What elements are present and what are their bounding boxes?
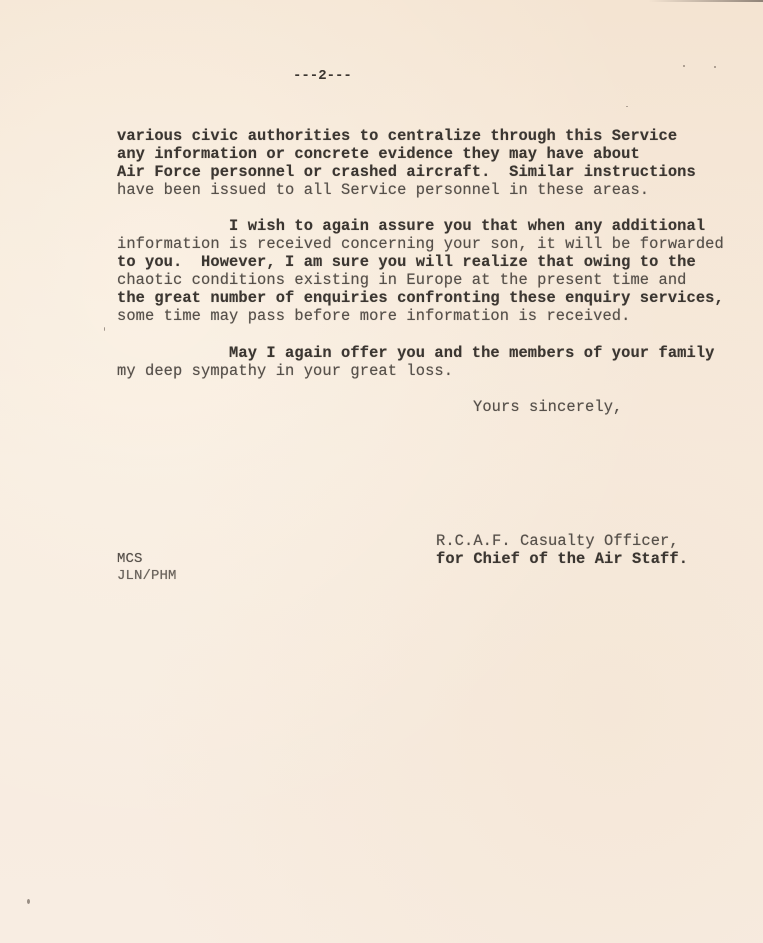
reference-initials-2: JLN/PHM — [117, 568, 177, 584]
paper-speck — [626, 106, 628, 107]
paragraph-2-line-5: the great number of enquiries confronting these enquiry services, — [117, 289, 724, 307]
signature-subtitle: for Chief of the Air Staff. — [436, 550, 689, 568]
paragraph-3-line-2: my deep sympathy in your great loss. — [117, 362, 454, 380]
paragraph-2-line-3: to you. However, I am sure you will realize that owing to the — [117, 253, 696, 271]
page-top-edge — [0, 0, 763, 2]
paragraph-2-line-4: chaotic conditions existing in Europe at the present time and — [117, 271, 687, 289]
paragraph-1-line-4: have been issued to all Service personnel in these areas. — [117, 181, 650, 199]
page-number: ---2--- — [293, 68, 352, 84]
paragraph-3-line-1: May I again offer you and the members of your family — [117, 344, 715, 362]
paper-speck — [683, 65, 685, 67]
paper-speck — [714, 66, 716, 68]
reference-initials-1: MCS — [117, 551, 143, 567]
paragraph-1-line-1: various civic authorities to centralize through this Service — [117, 127, 678, 145]
paper-speck — [104, 327, 105, 331]
paragraph-1-line-2: any information or concrete evidence they may have about — [117, 145, 640, 163]
paragraph-2-line-6: some time may pass before more information is received. — [117, 307, 631, 325]
paper-speck — [27, 899, 30, 904]
paragraph-2-line-2: information is received concerning your son, it will be forwarded — [117, 235, 724, 253]
closing-salutation: Yours sincerely, — [473, 398, 623, 416]
signature-title: R.C.A.F. Casualty Officer, — [436, 532, 679, 550]
paragraph-1-line-3: Air Force personnel or crashed aircraft. Similar instructions — [117, 163, 696, 181]
paragraph-2-line-1: I wish to again assure you that when any additional — [117, 217, 706, 235]
